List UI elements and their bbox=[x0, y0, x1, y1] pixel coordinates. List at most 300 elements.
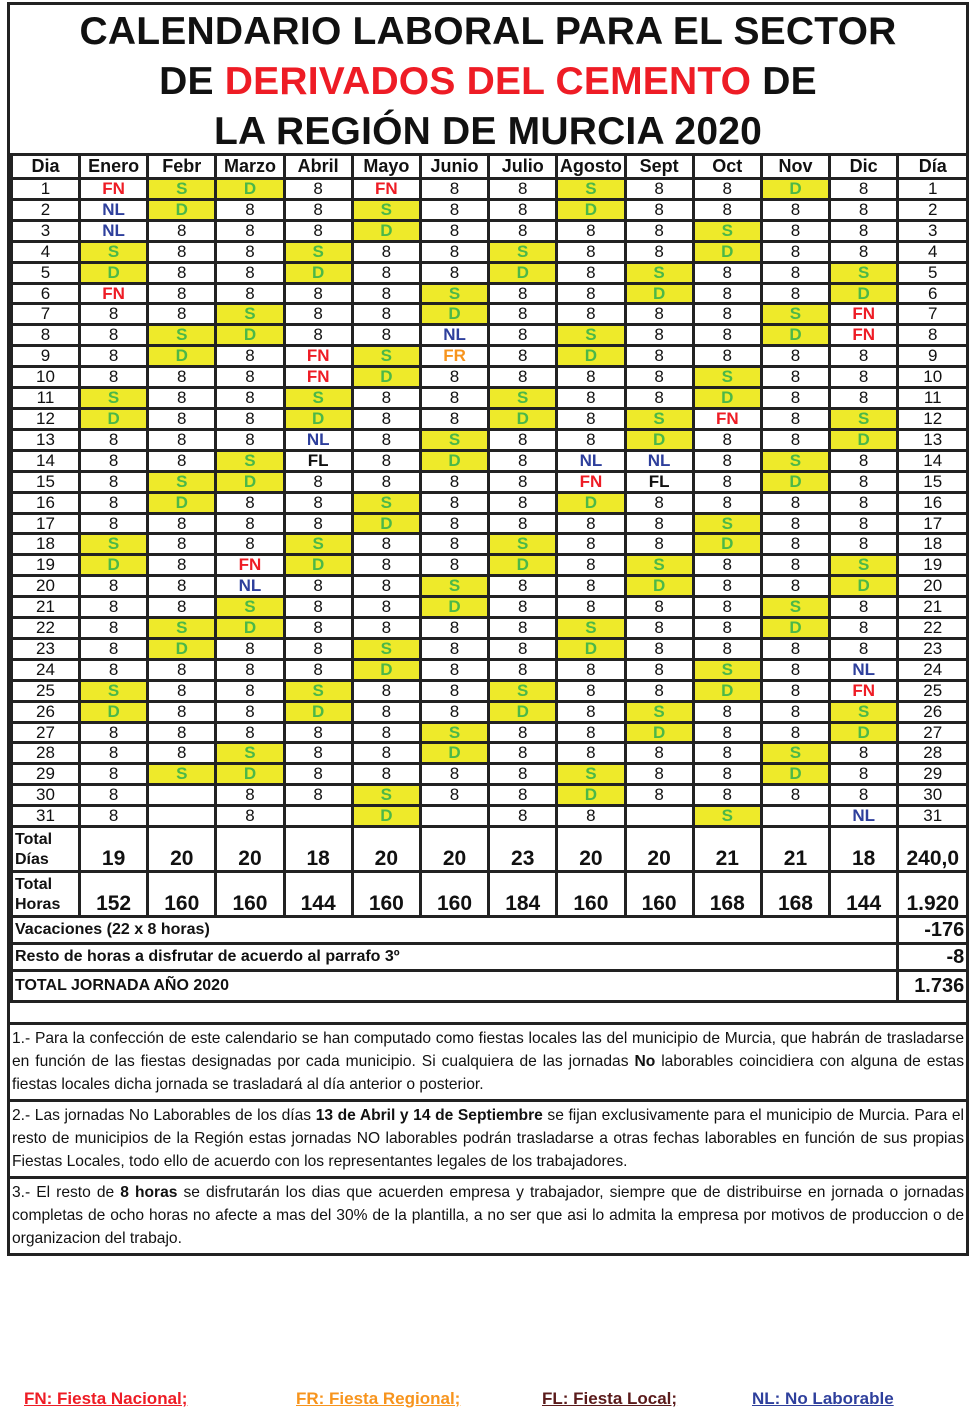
day-cell: 8 bbox=[557, 408, 625, 429]
day-cell: 8 bbox=[148, 743, 216, 764]
day-cell: 8 bbox=[284, 283, 352, 304]
day-cell: 8 bbox=[216, 262, 284, 283]
table-row bbox=[12, 325, 968, 346]
day-cell: 8 bbox=[830, 241, 898, 262]
day-number: 5 bbox=[898, 262, 968, 283]
day-cell: 8 bbox=[80, 597, 148, 618]
day-cell: 8 bbox=[830, 638, 898, 659]
day-cell: S bbox=[352, 492, 420, 513]
day-cell: NL bbox=[80, 220, 148, 241]
day-cell: 8 bbox=[284, 638, 352, 659]
column-header: Mayo bbox=[352, 155, 420, 179]
day-cell: 8 bbox=[489, 576, 557, 597]
day-cell: 8 bbox=[557, 262, 625, 283]
day-cell: S bbox=[625, 408, 693, 429]
day-number: 9 bbox=[898, 346, 968, 367]
day-cell: 8 bbox=[80, 367, 148, 388]
day-cell: 8 bbox=[148, 597, 216, 618]
day-cell: 8 bbox=[489, 618, 557, 639]
day-cell: 8 bbox=[489, 179, 557, 200]
day-cell: 8 bbox=[693, 346, 761, 367]
summary-row bbox=[12, 971, 968, 1002]
day-cell: S bbox=[489, 680, 557, 701]
day-cell: 8 bbox=[80, 492, 148, 513]
title-sector: DERIVADOS DEL CEMENTO bbox=[224, 60, 752, 103]
table-row bbox=[12, 701, 968, 722]
day-cell: 8 bbox=[352, 471, 420, 492]
day-cell: D bbox=[148, 199, 216, 220]
day-cell: 8 bbox=[693, 450, 761, 471]
day-cell: 8 bbox=[761, 659, 829, 680]
day-cell: D bbox=[761, 764, 829, 785]
day-cell: 8 bbox=[693, 199, 761, 220]
day-cell: 8 bbox=[693, 492, 761, 513]
day-cell: 8 bbox=[625, 492, 693, 513]
day-cell: D bbox=[80, 262, 148, 283]
day-cell: 8 bbox=[352, 576, 420, 597]
day-number: 6 bbox=[898, 283, 968, 304]
day-cell: 8 bbox=[557, 304, 625, 325]
total-hours-value: 144 bbox=[830, 872, 898, 917]
day-cell: 8 bbox=[420, 388, 488, 409]
day-cell: NL bbox=[216, 576, 284, 597]
day-cell: 8 bbox=[761, 555, 829, 576]
day-cell: S bbox=[625, 262, 693, 283]
day-cell: 8 bbox=[489, 785, 557, 806]
day-cell: S bbox=[420, 429, 488, 450]
total-days-value: 20 bbox=[148, 827, 216, 872]
day-cell: 8 bbox=[284, 659, 352, 680]
day-cell: 8 bbox=[216, 785, 284, 806]
day-number: 3 bbox=[12, 220, 80, 241]
day-cell: 8 bbox=[693, 304, 761, 325]
total-hours-value: 144 bbox=[284, 872, 352, 917]
day-cell: 8 bbox=[557, 241, 625, 262]
day-cell: 8 bbox=[830, 179, 898, 200]
day-cell: 8 bbox=[625, 367, 693, 388]
day-cell bbox=[761, 806, 829, 827]
total-hours-label: Total Horas bbox=[12, 872, 80, 917]
notes bbox=[10, 1022, 966, 1256]
day-cell: 8 bbox=[420, 220, 488, 241]
day-cell: 8 bbox=[352, 450, 420, 471]
day-cell: 8 bbox=[420, 555, 488, 576]
day-cell: S bbox=[557, 618, 625, 639]
table-row bbox=[12, 638, 968, 659]
table-row bbox=[12, 806, 968, 827]
day-cell: S bbox=[148, 325, 216, 346]
day-cell: 8 bbox=[420, 492, 488, 513]
day-cell: 8 bbox=[625, 638, 693, 659]
day-cell: S bbox=[489, 388, 557, 409]
day-cell: S bbox=[148, 471, 216, 492]
day-number: 7 bbox=[12, 304, 80, 325]
day-cell: 8 bbox=[216, 220, 284, 241]
table-row bbox=[12, 450, 968, 471]
note-2 bbox=[10, 1099, 966, 1176]
note-bold: 8 horas bbox=[120, 1184, 178, 1202]
day-cell: D bbox=[761, 471, 829, 492]
day-cell: 8 bbox=[557, 680, 625, 701]
day-number: 21 bbox=[12, 597, 80, 618]
day-cell: 8 bbox=[352, 618, 420, 639]
day-cell: 8 bbox=[489, 492, 557, 513]
day-cell: NL bbox=[625, 450, 693, 471]
day-number: 14 bbox=[898, 450, 968, 471]
total-hours-value: 160 bbox=[216, 872, 284, 917]
day-cell: 8 bbox=[761, 262, 829, 283]
column-header: Abril bbox=[284, 155, 352, 179]
table-row bbox=[12, 388, 968, 409]
day-number: 4 bbox=[898, 241, 968, 262]
note-text: 2.- Las jornadas No Laborables de los días bbox=[12, 1107, 316, 1125]
day-cell: 8 bbox=[693, 638, 761, 659]
day-cell: 8 bbox=[761, 283, 829, 304]
day-cell: 8 bbox=[80, 806, 148, 827]
day-cell: D bbox=[489, 701, 557, 722]
day-cell: 8 bbox=[284, 199, 352, 220]
total-days-label: Total Días bbox=[12, 827, 80, 872]
legend-nl: NL: No Laborable bbox=[752, 1389, 894, 1408]
day-cell bbox=[420, 806, 488, 827]
day-cell: 8 bbox=[693, 325, 761, 346]
day-cell bbox=[148, 806, 216, 827]
table-row bbox=[12, 680, 968, 701]
day-cell: 8 bbox=[557, 283, 625, 304]
day-cell: D bbox=[148, 492, 216, 513]
day-cell: 8 bbox=[557, 722, 625, 743]
day-cell: 8 bbox=[148, 576, 216, 597]
day-cell: 8 bbox=[489, 199, 557, 220]
day-cell: 8 bbox=[216, 513, 284, 534]
legend-fn: FN: Fiesta Nacional; bbox=[24, 1389, 188, 1408]
column-header: Marzo bbox=[216, 155, 284, 179]
note-1 bbox=[10, 1022, 966, 1099]
day-cell: D bbox=[420, 597, 488, 618]
day-cell: 8 bbox=[420, 408, 488, 429]
day-cell: S bbox=[80, 534, 148, 555]
day-cell bbox=[625, 806, 693, 827]
header-row bbox=[12, 155, 968, 179]
column-header: Enero bbox=[80, 155, 148, 179]
day-number: 31 bbox=[12, 806, 80, 827]
total-hours-value: 160 bbox=[352, 872, 420, 917]
title-line-2 bbox=[10, 57, 966, 107]
day-number: 5 bbox=[12, 262, 80, 283]
day-cell: S bbox=[352, 785, 420, 806]
table-row bbox=[12, 346, 968, 367]
day-number: 12 bbox=[898, 408, 968, 429]
day-cell: 8 bbox=[80, 346, 148, 367]
day-cell: NL bbox=[830, 806, 898, 827]
day-cell: FN bbox=[80, 179, 148, 200]
day-cell: 8 bbox=[80, 764, 148, 785]
table-row bbox=[12, 304, 968, 325]
day-cell: NL bbox=[420, 325, 488, 346]
calendar-table bbox=[10, 153, 969, 1003]
day-cell: 8 bbox=[284, 513, 352, 534]
day-cell: 8 bbox=[420, 680, 488, 701]
day-cell: 8 bbox=[284, 220, 352, 241]
day-cell: 8 bbox=[80, 304, 148, 325]
column-header: Junio bbox=[420, 155, 488, 179]
day-cell: 8 bbox=[625, 785, 693, 806]
day-number: 17 bbox=[12, 513, 80, 534]
day-cell: D bbox=[557, 199, 625, 220]
day-cell: 8 bbox=[420, 618, 488, 639]
day-number: 19 bbox=[12, 555, 80, 576]
day-cell: 8 bbox=[148, 659, 216, 680]
table-row bbox=[12, 471, 968, 492]
day-cell: 8 bbox=[489, 513, 557, 534]
day-cell: 8 bbox=[761, 513, 829, 534]
day-cell: 8 bbox=[420, 659, 488, 680]
day-number: 9 bbox=[12, 346, 80, 367]
day-cell: 8 bbox=[352, 722, 420, 743]
day-cell: 8 bbox=[352, 743, 420, 764]
day-cell: 8 bbox=[761, 638, 829, 659]
total-days-total: 240,0 bbox=[898, 827, 968, 872]
total-hours-value: 168 bbox=[693, 872, 761, 917]
day-cell: 8 bbox=[216, 241, 284, 262]
legend-fr: FR: Fiesta Regional; bbox=[296, 1389, 461, 1408]
table-row bbox=[12, 367, 968, 388]
day-cell: 8 bbox=[80, 576, 148, 597]
day-cell: 8 bbox=[557, 555, 625, 576]
table-row bbox=[12, 576, 968, 597]
day-cell: D bbox=[557, 346, 625, 367]
day-cell: 8 bbox=[284, 492, 352, 513]
day-number: 25 bbox=[898, 680, 968, 701]
day-cell: 8 bbox=[557, 576, 625, 597]
day-number: 7 bbox=[898, 304, 968, 325]
day-cell: FN bbox=[284, 346, 352, 367]
day-cell: 8 bbox=[352, 241, 420, 262]
total-hours-row bbox=[12, 872, 968, 917]
day-cell: 8 bbox=[489, 429, 557, 450]
day-cell: 8 bbox=[625, 680, 693, 701]
day-number: 30 bbox=[12, 785, 80, 806]
total-days-value: 19 bbox=[80, 827, 148, 872]
column-header: Sept bbox=[625, 155, 693, 179]
day-number: 27 bbox=[12, 722, 80, 743]
day-cell: 8 bbox=[352, 408, 420, 429]
day-cell: 8 bbox=[489, 325, 557, 346]
day-cell: S bbox=[352, 346, 420, 367]
day-cell: 8 bbox=[693, 785, 761, 806]
day-cell: 8 bbox=[420, 199, 488, 220]
day-cell: 8 bbox=[284, 471, 352, 492]
day-cell: 8 bbox=[761, 199, 829, 220]
table-row bbox=[12, 199, 968, 220]
day-cell: D bbox=[489, 555, 557, 576]
day-number: 12 bbox=[12, 408, 80, 429]
day-cell: 8 bbox=[625, 659, 693, 680]
day-number: 27 bbox=[898, 722, 968, 743]
day-cell: 8 bbox=[830, 199, 898, 220]
day-cell: 8 bbox=[80, 785, 148, 806]
day-number: 18 bbox=[12, 534, 80, 555]
day-cell: 8 bbox=[148, 701, 216, 722]
table-row bbox=[12, 408, 968, 429]
day-cell: 8 bbox=[148, 680, 216, 701]
summary-value: 1.736 bbox=[898, 971, 968, 1002]
note-bold: 13 de Abril y 14 de Septiembre bbox=[315, 1107, 543, 1125]
day-cell: 8 bbox=[284, 785, 352, 806]
total-hours-total: 1.920 bbox=[898, 872, 968, 917]
day-cell: 8 bbox=[80, 429, 148, 450]
table-row bbox=[12, 179, 968, 200]
day-cell: 8 bbox=[284, 304, 352, 325]
table-row bbox=[12, 534, 968, 555]
total-hours-value: 152 bbox=[80, 872, 148, 917]
column-header: Julio bbox=[489, 155, 557, 179]
day-cell: D bbox=[352, 220, 420, 241]
table-row bbox=[12, 659, 968, 680]
day-cell: S bbox=[489, 534, 557, 555]
day-number: 4 bbox=[12, 241, 80, 262]
total-hours-value: 160 bbox=[420, 872, 488, 917]
day-cell: 8 bbox=[625, 388, 693, 409]
day-cell: 8 bbox=[148, 513, 216, 534]
day-cell: 8 bbox=[625, 597, 693, 618]
day-cell: 8 bbox=[761, 534, 829, 555]
summary-row bbox=[12, 917, 968, 944]
day-cell: 8 bbox=[420, 471, 488, 492]
day-number: 23 bbox=[898, 638, 968, 659]
day-cell: 8 bbox=[352, 429, 420, 450]
day-cell: 8 bbox=[80, 722, 148, 743]
day-cell: 8 bbox=[761, 220, 829, 241]
day-cell: 8 bbox=[489, 367, 557, 388]
day-cell: 8 bbox=[830, 785, 898, 806]
day-cell: 8 bbox=[693, 262, 761, 283]
total-hours-value: 160 bbox=[557, 872, 625, 917]
column-header: Oct bbox=[693, 155, 761, 179]
day-cell: 8 bbox=[625, 743, 693, 764]
note-text: 3.- El resto de bbox=[12, 1184, 121, 1202]
day-cell: 8 bbox=[693, 722, 761, 743]
day-cell: D bbox=[216, 325, 284, 346]
day-cell: FN bbox=[216, 555, 284, 576]
day-cell: 8 bbox=[830, 388, 898, 409]
day-cell: 8 bbox=[693, 283, 761, 304]
day-cell: S bbox=[761, 304, 829, 325]
day-cell: 8 bbox=[284, 764, 352, 785]
day-cell: 8 bbox=[80, 325, 148, 346]
day-cell: S bbox=[216, 450, 284, 471]
day-cell: 8 bbox=[625, 513, 693, 534]
day-cell: S bbox=[693, 513, 761, 534]
table-row bbox=[12, 597, 968, 618]
day-cell: 8 bbox=[625, 304, 693, 325]
day-cell: S bbox=[693, 659, 761, 680]
day-cell: 8 bbox=[284, 743, 352, 764]
day-cell: 8 bbox=[693, 618, 761, 639]
total-days-value: 20 bbox=[625, 827, 693, 872]
day-cell: 8 bbox=[352, 283, 420, 304]
page-title bbox=[10, 5, 966, 153]
day-cell: D bbox=[557, 785, 625, 806]
day-cell: D bbox=[352, 659, 420, 680]
day-cell: 8 bbox=[80, 638, 148, 659]
table-row bbox=[12, 241, 968, 262]
summary-label: TOTAL JORNADA AÑO 2020 bbox=[12, 971, 898, 1002]
day-cell bbox=[148, 785, 216, 806]
day-cell: D bbox=[420, 304, 488, 325]
day-number: 1 bbox=[898, 179, 968, 200]
day-cell: 8 bbox=[80, 471, 148, 492]
note-text: se fijan exclusivamente para el municipio de Murcia. Para el resto de municipios de la Región estas jornadas NO laborables podrán trasladarse a otras fechas laborables en función de sus propias Fiestas Locales, todo ello de acuerdo con los representantes legales de los trabajadores. bbox=[12, 1107, 964, 1171]
day-cell: 8 bbox=[216, 638, 284, 659]
day-cell: 8 bbox=[352, 680, 420, 701]
table-row bbox=[12, 220, 968, 241]
day-number: 2 bbox=[898, 199, 968, 220]
day-cell: 8 bbox=[352, 304, 420, 325]
day-cell: S bbox=[80, 388, 148, 409]
day-cell: S bbox=[557, 325, 625, 346]
day-number: 29 bbox=[12, 764, 80, 785]
day-number: 26 bbox=[12, 701, 80, 722]
day-cell: 8 bbox=[625, 346, 693, 367]
day-cell: 8 bbox=[489, 743, 557, 764]
day-cell: 8 bbox=[557, 220, 625, 241]
day-cell: FN bbox=[80, 283, 148, 304]
title-line-3: LA REGIÓN DE MURCIA 2020 bbox=[213, 110, 762, 153]
day-cell: 8 bbox=[625, 199, 693, 220]
day-cell: S bbox=[693, 367, 761, 388]
day-cell: 8 bbox=[352, 764, 420, 785]
day-cell: 8 bbox=[284, 576, 352, 597]
day-cell: NL bbox=[80, 199, 148, 220]
day-number: 15 bbox=[12, 471, 80, 492]
day-cell: 8 bbox=[830, 346, 898, 367]
day-cell: D bbox=[352, 806, 420, 827]
day-cell: S bbox=[420, 722, 488, 743]
day-cell: D bbox=[489, 262, 557, 283]
day-cell: 8 bbox=[489, 450, 557, 471]
day-number: 13 bbox=[898, 429, 968, 450]
day-cell: 8 bbox=[148, 722, 216, 743]
day-cell: D bbox=[693, 534, 761, 555]
day-cell: 8 bbox=[830, 534, 898, 555]
day-cell: 8 bbox=[352, 555, 420, 576]
day-cell: 8 bbox=[216, 199, 284, 220]
day-cell: 8 bbox=[80, 513, 148, 534]
day-cell: 8 bbox=[489, 659, 557, 680]
day-cell: S bbox=[830, 555, 898, 576]
day-cell: S bbox=[420, 576, 488, 597]
day-number: 15 bbox=[898, 471, 968, 492]
title-text: DE bbox=[751, 60, 817, 103]
day-cell: D bbox=[148, 638, 216, 659]
table-row bbox=[12, 283, 968, 304]
day-number: 1 bbox=[12, 179, 80, 200]
day-number: 31 bbox=[898, 806, 968, 827]
day-cell: 8 bbox=[625, 618, 693, 639]
day-cell: 8 bbox=[830, 367, 898, 388]
day-cell: 8 bbox=[80, 659, 148, 680]
day-cell: S bbox=[216, 597, 284, 618]
day-cell: D bbox=[693, 241, 761, 262]
day-cell: 8 bbox=[693, 471, 761, 492]
day-cell: S bbox=[148, 618, 216, 639]
day-cell: S bbox=[284, 241, 352, 262]
day-cell: 8 bbox=[148, 220, 216, 241]
day-cell: 8 bbox=[761, 680, 829, 701]
day-cell: S bbox=[148, 764, 216, 785]
day-cell: 8 bbox=[489, 597, 557, 618]
